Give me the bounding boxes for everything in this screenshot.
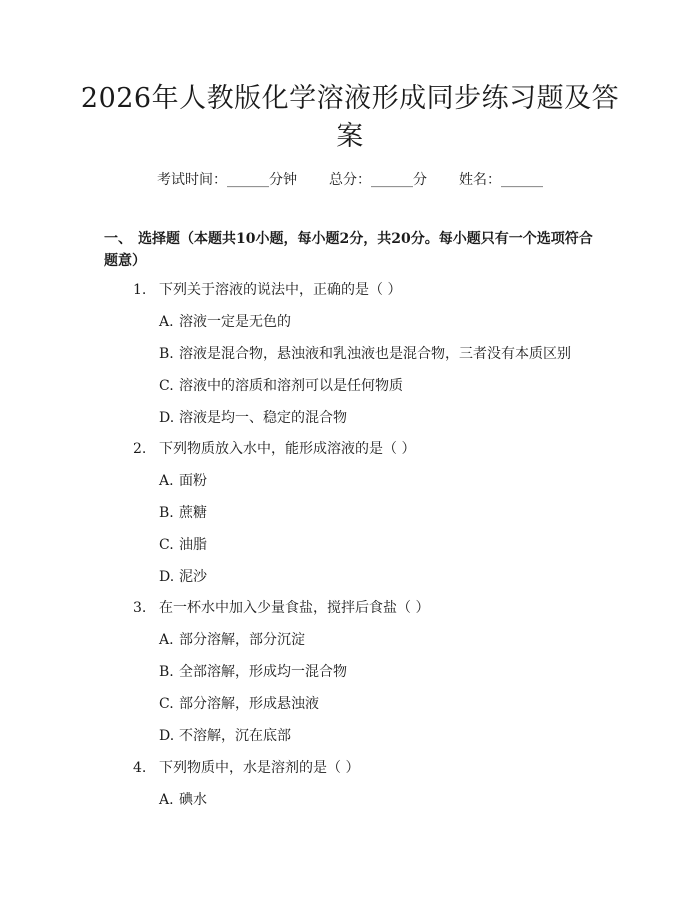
question-text: 下列物质中，水是溶剂的是（ ） bbox=[159, 760, 360, 776]
question-1-option-a bbox=[159, 312, 291, 332]
option-letter: D. bbox=[159, 569, 175, 585]
option-text: 溶液一定是无色的 bbox=[179, 314, 291, 330]
option-text: 部分溶解，形成悬浊液 bbox=[179, 696, 319, 712]
question-2 bbox=[133, 439, 415, 459]
option-text: 全部溶解，形成均一混合物 bbox=[179, 664, 347, 680]
option-letter: C. bbox=[159, 378, 174, 394]
question-1-option-d bbox=[159, 408, 347, 428]
exam-meta bbox=[0, 169, 700, 189]
question-number: 1. bbox=[133, 282, 147, 298]
section-text: 选择题（本题共10小题，每小题2分，共20分。每小题只有一个选项符合题意） bbox=[104, 231, 593, 269]
option-letter: C. bbox=[159, 537, 174, 553]
question-number: 2. bbox=[133, 441, 147, 457]
option-letter: B. bbox=[159, 664, 174, 680]
question-2-option-b bbox=[159, 503, 207, 523]
student-name-field: 姓名：______ bbox=[459, 172, 543, 188]
section-number: 一、 bbox=[104, 231, 132, 247]
option-text: 蔗糖 bbox=[179, 505, 207, 521]
option-letter: A. bbox=[159, 473, 174, 489]
section-heading bbox=[104, 228, 604, 272]
question-number: 3. bbox=[133, 600, 147, 616]
option-letter: C. bbox=[159, 696, 174, 712]
option-text: 面粉 bbox=[179, 473, 207, 489]
question-2-option-c bbox=[159, 535, 207, 555]
question-1-option-b bbox=[159, 344, 571, 364]
option-text: 溶液是混合物，悬浊液和乳浊液也是混合物，三者没有本质区别 bbox=[179, 346, 571, 362]
question-1-option-c bbox=[159, 376, 403, 396]
option-text: 部分溶解，部分沉淀 bbox=[179, 632, 305, 648]
exam-time-field: 考试时间：______分钟 bbox=[157, 172, 297, 188]
option-text: 不溶解，沉在底部 bbox=[179, 728, 291, 744]
question-1 bbox=[133, 280, 401, 300]
question-3-option-d bbox=[159, 726, 291, 746]
document-title: 2026年人教版化学溶液形成同步练习题及答案 bbox=[80, 83, 620, 152]
question-text: 在一杯水中加入少量食盐，搅拌后食盐（ ） bbox=[159, 600, 430, 616]
option-text: 溶液是均一、稳定的混合物 bbox=[179, 410, 347, 426]
option-letter: B. bbox=[159, 505, 174, 521]
option-letter: B. bbox=[159, 346, 174, 362]
question-3-option-a bbox=[159, 630, 305, 650]
question-3 bbox=[133, 598, 429, 618]
question-4-option-a bbox=[159, 790, 207, 810]
question-text: 下列关于溶液的说法中，正确的是（ ） bbox=[159, 282, 402, 298]
option-letter: A. bbox=[159, 632, 174, 648]
question-number: 4. bbox=[133, 760, 147, 776]
option-letter: A. bbox=[159, 314, 174, 330]
question-4 bbox=[133, 758, 359, 778]
question-2-option-d bbox=[159, 567, 207, 587]
question-3-option-b bbox=[159, 662, 347, 682]
option-text: 溶液中的溶质和溶剂可以是任何物质 bbox=[179, 378, 403, 394]
option-letter: D. bbox=[159, 410, 175, 426]
total-score-field: 总分：______分 bbox=[329, 172, 427, 188]
option-text: 泥沙 bbox=[179, 569, 207, 585]
option-text: 油脂 bbox=[179, 537, 207, 553]
question-2-option-a bbox=[159, 471, 207, 491]
option-letter: D. bbox=[159, 728, 175, 744]
question-text: 下列物质放入水中，能形成溶液的是（ ） bbox=[159, 441, 416, 457]
option-text: 碘水 bbox=[179, 792, 207, 808]
question-3-option-c bbox=[159, 694, 319, 714]
option-letter: A. bbox=[159, 792, 174, 808]
